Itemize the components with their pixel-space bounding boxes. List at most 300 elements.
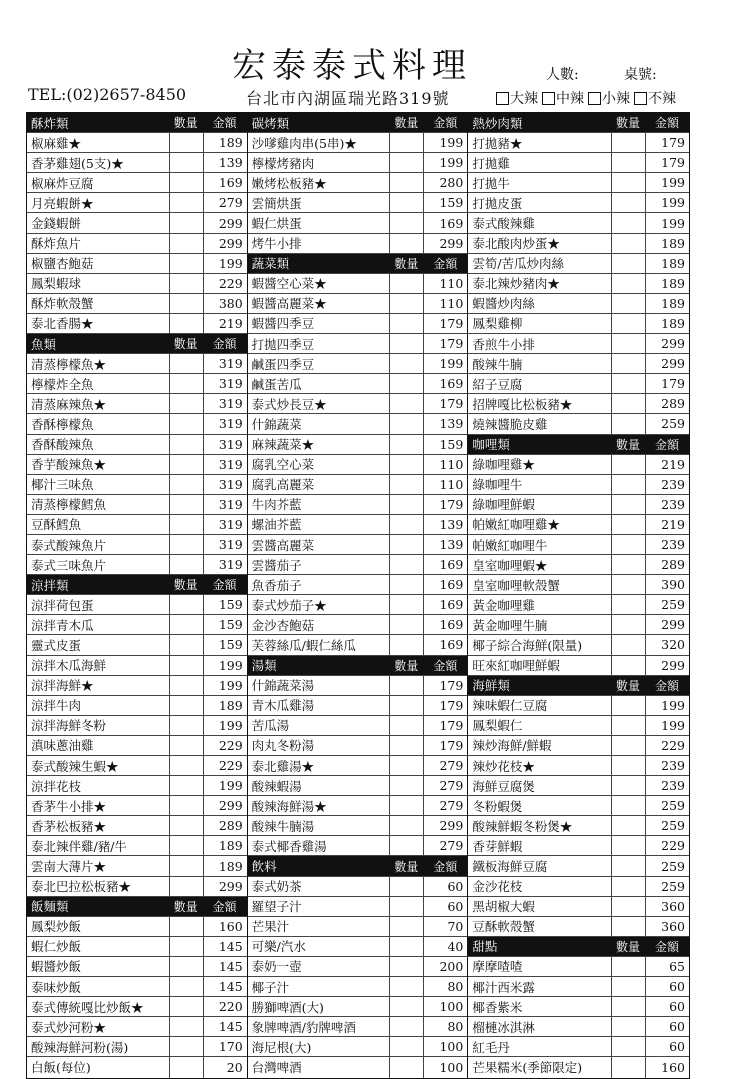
quantity-field[interactable] [611,957,645,976]
quantity-field[interactable] [611,515,645,534]
menu-item-name: 清蒸檸檬鱈魚 [31,497,107,513]
menu-item-price: 179 [423,716,467,735]
menu-item-price: 110 [423,294,467,313]
quantity-field[interactable] [389,1037,423,1056]
quantity-field[interactable] [389,816,423,835]
spice-option-none[interactable]: 不辣 [634,88,676,108]
menu-item-price: 219 [645,455,689,474]
checkbox-icon[interactable] [542,92,555,105]
quantity-field[interactable] [611,254,645,273]
menu-item-name: 雲筍/苦瓜炒肉絲 [472,256,565,272]
quantity-field[interactable] [611,133,645,152]
menu-item-name: 酥炸軟殼蟹 [31,296,94,312]
menu-item-name: 泰奶一壺 [251,959,302,975]
quantity-field[interactable] [169,515,203,534]
quantity-field[interactable] [169,696,203,715]
qty-header: 數量 [173,578,198,593]
menu-item-price: 189 [645,294,689,313]
quantity-field[interactable] [169,274,203,293]
menu-item-name: 雲醬茄子 [251,557,302,573]
quantity-field[interactable] [389,294,423,313]
menu-item [27,877,247,897]
quantity-field[interactable] [169,314,203,333]
menu-item-price: 360 [645,917,689,936]
quantity-field[interactable] [611,877,645,896]
restaurant-title: 宏泰泰式料理 [232,46,472,86]
quantity-field[interactable] [611,495,645,514]
menu-item [468,575,689,595]
menu-item-price: 189 [203,836,247,855]
quantity-field[interactable] [169,676,203,695]
menu-item-price: 169 [423,213,467,232]
menu-item-name: 泰味炒飯 [31,979,82,995]
menu-item-name: 芙蓉絲瓜/蝦仁絲瓜 [251,637,356,653]
section-title: 魚類 [31,336,57,352]
quantity-field[interactable] [611,917,645,936]
menu-item [468,756,689,776]
quantity-field[interactable] [611,535,645,554]
menu-item-name: 打拋皮蛋 [472,195,523,211]
menu-item-name: 泰北巴拉松板豬★ [31,879,132,895]
quantity-field[interactable] [611,1037,645,1056]
section-title: 湯類 [251,658,277,674]
quantity-field[interactable] [389,897,423,916]
menu-item-price: 179 [423,495,467,514]
quantity-field[interactable] [169,133,203,152]
quantity-field[interactable] [169,555,203,574]
quantity-field[interactable] [389,173,423,192]
quantity-field[interactable] [611,897,645,916]
checkbox-icon[interactable] [588,92,601,105]
menu-item [248,575,468,595]
menu-item-name: 蝦仁炒飯 [31,939,82,955]
quantity-field[interactable] [169,877,203,896]
menu-item-name: 蝦仁烘蛋 [251,216,302,232]
quantity-field[interactable] [389,274,423,293]
menu-item-name: 帕嫩紅咖哩牛 [472,537,548,553]
price-header: 金額 [655,939,680,954]
menu-item-price: 145 [203,957,247,976]
quantity-field[interactable] [611,856,645,875]
menu-item-price: 70 [423,917,467,936]
menu-item [468,615,689,635]
quantity-field[interactable] [169,294,203,313]
section-title: 甜點 [472,939,498,955]
quantity-field[interactable] [389,153,423,172]
menu-item-name: 蝦醬四季豆 [251,316,315,332]
menu-item-price: 179 [645,133,689,152]
menu-item [468,1017,689,1037]
quantity-field[interactable] [611,555,645,574]
menu-item [468,193,689,213]
quantity-field[interactable] [169,937,203,956]
menu-item-name: 泰式三味魚片 [31,557,107,573]
menu-item [468,213,689,233]
spice-option-hot[interactable]: 大辣 [496,88,538,108]
menu-item-price: 179 [423,334,467,353]
menu-item-name: 酸辣海鮮河粉(湯) [31,1039,129,1055]
quantity-field[interactable] [169,656,203,675]
menu-item-name: 嫩烤松板豬★ [251,175,327,191]
quantity-field[interactable] [611,455,645,474]
section-header [27,575,247,595]
quantity-field[interactable] [169,836,203,855]
checkbox-icon[interactable] [634,92,647,105]
quantity-field[interactable] [611,776,645,795]
quantity-field[interactable] [389,1017,423,1036]
menu-item [248,555,468,575]
menu-item-price: 259 [645,414,689,433]
price-header: 金額 [655,116,680,131]
menu-item [27,555,247,575]
quantity-field[interactable] [611,595,645,614]
quantity-field[interactable] [611,756,645,775]
menu-item-price: 289 [645,394,689,413]
quantity-field[interactable] [611,354,645,373]
menu-item [248,173,468,193]
menu-item-name: 白飯(每位) [31,1060,91,1076]
menu-item-price: 160 [645,1057,689,1077]
quantity-field[interactable] [169,254,203,273]
menu-item [248,193,468,213]
menu-item-price: 289 [645,555,689,574]
menu-item [27,173,247,193]
quantity-field[interactable] [169,535,203,554]
menu-item [248,495,468,515]
qty-header: 數量 [173,899,198,914]
menu-item [27,213,247,233]
qty-header: 數量 [394,256,419,271]
menu-item-name: 泰式傳統嘎比炒飯★ [31,999,144,1015]
menu-item [248,1057,468,1077]
menu-item-name: 黃金咖哩雞 [472,597,535,613]
menu-item [248,796,468,816]
menu-item [468,897,689,917]
quantity-field[interactable] [611,153,645,172]
menu-item-name: 泰北香腸★ [31,316,94,332]
menu-item-price: 319 [203,495,247,514]
checkbox-icon[interactable] [496,92,509,105]
menu-item [468,917,689,937]
menu-item-price: 319 [203,535,247,554]
menu-item-name: 紹子豆腐 [472,376,523,392]
menu-item-name: 辣炒海鮮/鮮蝦 [472,738,552,754]
menu-item-price: 239 [645,776,689,795]
quantity-field[interactable] [389,495,423,514]
quantity-field[interactable] [611,234,645,253]
quantity-field[interactable] [389,414,423,433]
menu-item-name: 招牌嘎比松板豬★ [472,396,573,412]
quantity-field[interactable] [169,635,203,654]
menu-item-price: 279 [423,836,467,855]
menu-item-price: 80 [423,1017,467,1036]
quantity-field[interactable] [389,133,423,152]
menu-item-price: 390 [645,575,689,594]
menu-item-name: 檸檬烤豬肉 [251,155,315,171]
menu-item [248,314,468,334]
quantity-field[interactable] [389,575,423,594]
menu-item [248,294,468,314]
quantity-field[interactable] [611,314,645,333]
menu-item-name: 清蒸檸檬魚★ [31,356,107,372]
quantity-field[interactable] [389,716,423,735]
menu-item [468,776,689,796]
quantity-field[interactable] [389,615,423,634]
quantity-field[interactable] [611,816,645,835]
menu-item-price: 319 [203,555,247,574]
menu-item-price: 139 [203,153,247,172]
quantity-field[interactable] [611,294,645,313]
quantity-field[interactable] [389,1057,423,1077]
menu-item-price: 299 [645,334,689,353]
quantity-field[interactable] [389,435,423,454]
menu-item-price: 319 [203,354,247,373]
menu-item [248,153,468,173]
menu-item [248,213,468,233]
menu-item-price: 239 [645,495,689,514]
menu-item [468,314,689,334]
quantity-field[interactable] [389,796,423,815]
quantity-field[interactable] [169,173,203,192]
menu-item-price: 159 [423,435,467,454]
menu-item-name: 海尼根(大) [251,1039,312,1055]
menu-item-price: 179 [423,696,467,715]
menu-item-price: 299 [203,213,247,232]
menu-item-price: 110 [423,455,467,474]
menu-item-name: 酸辣海鮮湯★ [251,798,327,814]
quantity-field[interactable] [611,475,645,494]
quantity-field[interactable] [389,234,423,253]
quantity-field[interactable] [611,394,645,413]
quantity-field[interactable] [169,475,203,494]
menu-item-name: 海鮮豆腐煲 [472,778,535,794]
menu-item-name: 勝獅啤酒(大) [251,999,324,1015]
spice-level-options [496,88,676,108]
quantity-field[interactable] [611,274,645,293]
menu-item-price: 199 [645,193,689,212]
menu-item [248,515,468,535]
menu-item-name: 蝦醬空心菜★ [251,276,327,292]
menu-item-name: 泰北辣伴雞/豬/牛 [31,838,127,854]
quantity-field[interactable] [169,435,203,454]
quantity-field[interactable] [169,816,203,835]
menu-item [27,656,247,676]
quantity-field[interactable] [169,716,203,735]
quantity-field[interactable] [169,776,203,795]
menu-item [27,133,247,153]
menu-item-name: 香茅牛小排★ [31,798,107,814]
qty-header: 數量 [173,337,198,352]
quantity-field[interactable] [169,796,203,815]
quantity-field[interactable] [611,716,645,735]
quantity-field[interactable] [169,917,203,936]
quantity-field[interactable] [389,937,423,956]
menu-item [248,615,468,635]
quantity-field[interactable] [611,414,645,433]
quantity-field[interactable] [169,234,203,253]
menu-item-price: 299 [645,656,689,675]
menu-item [468,515,689,535]
menu-item-name: 腐乳空心菜 [251,457,315,473]
quantity-field[interactable] [389,535,423,554]
quantity-field[interactable] [611,1017,645,1036]
quantity-field[interactable] [389,394,423,413]
menu-item [27,535,247,555]
menu-item-price: 319 [203,414,247,433]
quantity-field[interactable] [611,575,645,594]
menu-item-price: 279 [423,796,467,815]
quantity-field[interactable] [169,354,203,373]
quantity-field[interactable] [389,213,423,232]
quantity-field[interactable] [169,957,203,976]
menu-item-name: 滇味蔥油雞 [31,738,94,754]
quantity-field[interactable] [611,997,645,1016]
menu-item [27,615,247,635]
quantity-field[interactable] [169,736,203,755]
quantity-field[interactable] [389,776,423,795]
menu-item [27,314,247,334]
menu-item-name: 泰北辣炒豬肉★ [472,276,560,292]
quantity-field[interactable] [611,1057,645,1077]
quantity-field[interactable] [389,354,423,373]
quantity-field[interactable] [611,173,645,192]
quantity-field[interactable] [169,193,203,212]
quantity-field[interactable] [389,475,423,494]
quantity-field[interactable] [389,635,423,654]
quantity-field[interactable] [389,334,423,353]
menu-item-price: 239 [645,756,689,775]
menu-item-name: 麻辣蔬菜★ [251,437,315,453]
menu-item [468,475,689,495]
menu-item-name: 椰子汁 [251,979,290,995]
menu-item-price: 139 [423,535,467,554]
menu-item [27,234,247,254]
quantity-field[interactable] [389,314,423,333]
quantity-field[interactable] [389,696,423,715]
menu-item [248,676,468,696]
price-header: 金額 [212,578,237,593]
menu-item-name: 青木瓜雞湯 [251,698,315,714]
quantity-field[interactable] [611,696,645,715]
price-header: 金額 [655,678,680,693]
quantity-field[interactable] [389,455,423,474]
quantity-field[interactable] [389,736,423,755]
menu-item-price: 279 [423,756,467,775]
quantity-field[interactable] [389,595,423,614]
quantity-field[interactable] [611,374,645,393]
menu-item-price: 179 [423,736,467,755]
menu-item-price: 229 [203,274,247,293]
quantity-field[interactable] [169,374,203,393]
quantity-field[interactable] [169,977,203,996]
menu-item-price: 20 [203,1057,247,1077]
quantity-field[interactable] [169,414,203,433]
quantity-field[interactable] [169,213,203,232]
quantity-field[interactable] [169,756,203,775]
menu-item-price: 199 [203,656,247,675]
quantity-field[interactable] [389,836,423,855]
menu-item-name: 辣味蝦仁豆腐 [472,698,548,714]
quantity-field[interactable] [389,877,423,896]
quantity-field[interactable] [169,615,203,634]
menu-item [27,354,247,374]
menu-item-price: 169 [423,575,467,594]
menu-item-price: 319 [203,435,247,454]
quantity-field[interactable] [389,997,423,1016]
quantity-field[interactable] [169,495,203,514]
quantity-field[interactable] [169,1057,203,1077]
quantity-field[interactable] [169,153,203,172]
quantity-field[interactable] [611,615,645,634]
quantity-field[interactable] [169,1017,203,1036]
quantity-field[interactable] [169,856,203,875]
menu-item-price: 110 [423,475,467,494]
quantity-field[interactable] [389,193,423,212]
quantity-field[interactable] [169,394,203,413]
quantity-field[interactable] [169,997,203,1016]
quantity-field[interactable] [611,656,645,675]
menu-item-price: 299 [203,796,247,815]
menu-item-name: 綠咖哩鮮蝦 [472,497,535,513]
quantity-field[interactable] [169,1037,203,1056]
menu-item-name: 苦瓜湯 [251,718,290,734]
qty-header: 數量 [173,116,198,131]
menu-item-price: 280 [423,173,467,192]
quantity-field[interactable] [389,374,423,393]
quantity-field[interactable] [389,977,423,996]
menu-item [248,696,468,716]
menu-item-name: 酥炸魚片 [31,236,82,252]
menu-item [27,756,247,776]
quantity-field[interactable] [611,635,645,654]
quantity-field[interactable] [611,213,645,232]
menu-item [27,957,247,977]
quantity-field[interactable] [389,515,423,534]
quantity-field[interactable] [611,193,645,212]
price-header: 金額 [433,256,458,271]
menu-item [468,716,689,736]
menu-item-price: 189 [203,133,247,152]
menu-item-name: 檸檬炸全魚 [31,376,94,392]
quantity-field[interactable] [611,977,645,996]
menu-item [248,816,468,836]
quantity-field[interactable] [389,756,423,775]
quantity-field[interactable] [169,595,203,614]
quantity-field[interactable] [611,796,645,815]
section-title: 酥炸類 [31,115,69,131]
spice-option-mild[interactable]: 小辣 [588,88,630,108]
menu-item-price: 145 [203,977,247,996]
quantity-field[interactable] [389,555,423,574]
menu-item-name: 鹹蛋四季豆 [251,356,315,372]
menu-item-name: 蝦醬高麗菜★ [251,296,327,312]
quantity-field[interactable] [389,957,423,976]
quantity-field[interactable] [169,455,203,474]
menu-item-name: 涼拌木瓜海鮮 [31,658,107,674]
quantity-field[interactable] [389,676,423,695]
menu-item-name: 涼拌青木瓜 [31,617,94,633]
quantity-field[interactable] [389,917,423,936]
quantity-field[interactable] [611,736,645,755]
quantity-field[interactable] [611,836,645,855]
menu-item-price: 289 [203,816,247,835]
menu-item-name: 酸辣蝦湯 [251,778,302,794]
menu-item-price: 159 [203,635,247,654]
menu-item [468,957,689,977]
spice-option-medium[interactable]: 中辣 [542,88,584,108]
menu-item [27,1017,247,1037]
quantity-field[interactable] [611,334,645,353]
